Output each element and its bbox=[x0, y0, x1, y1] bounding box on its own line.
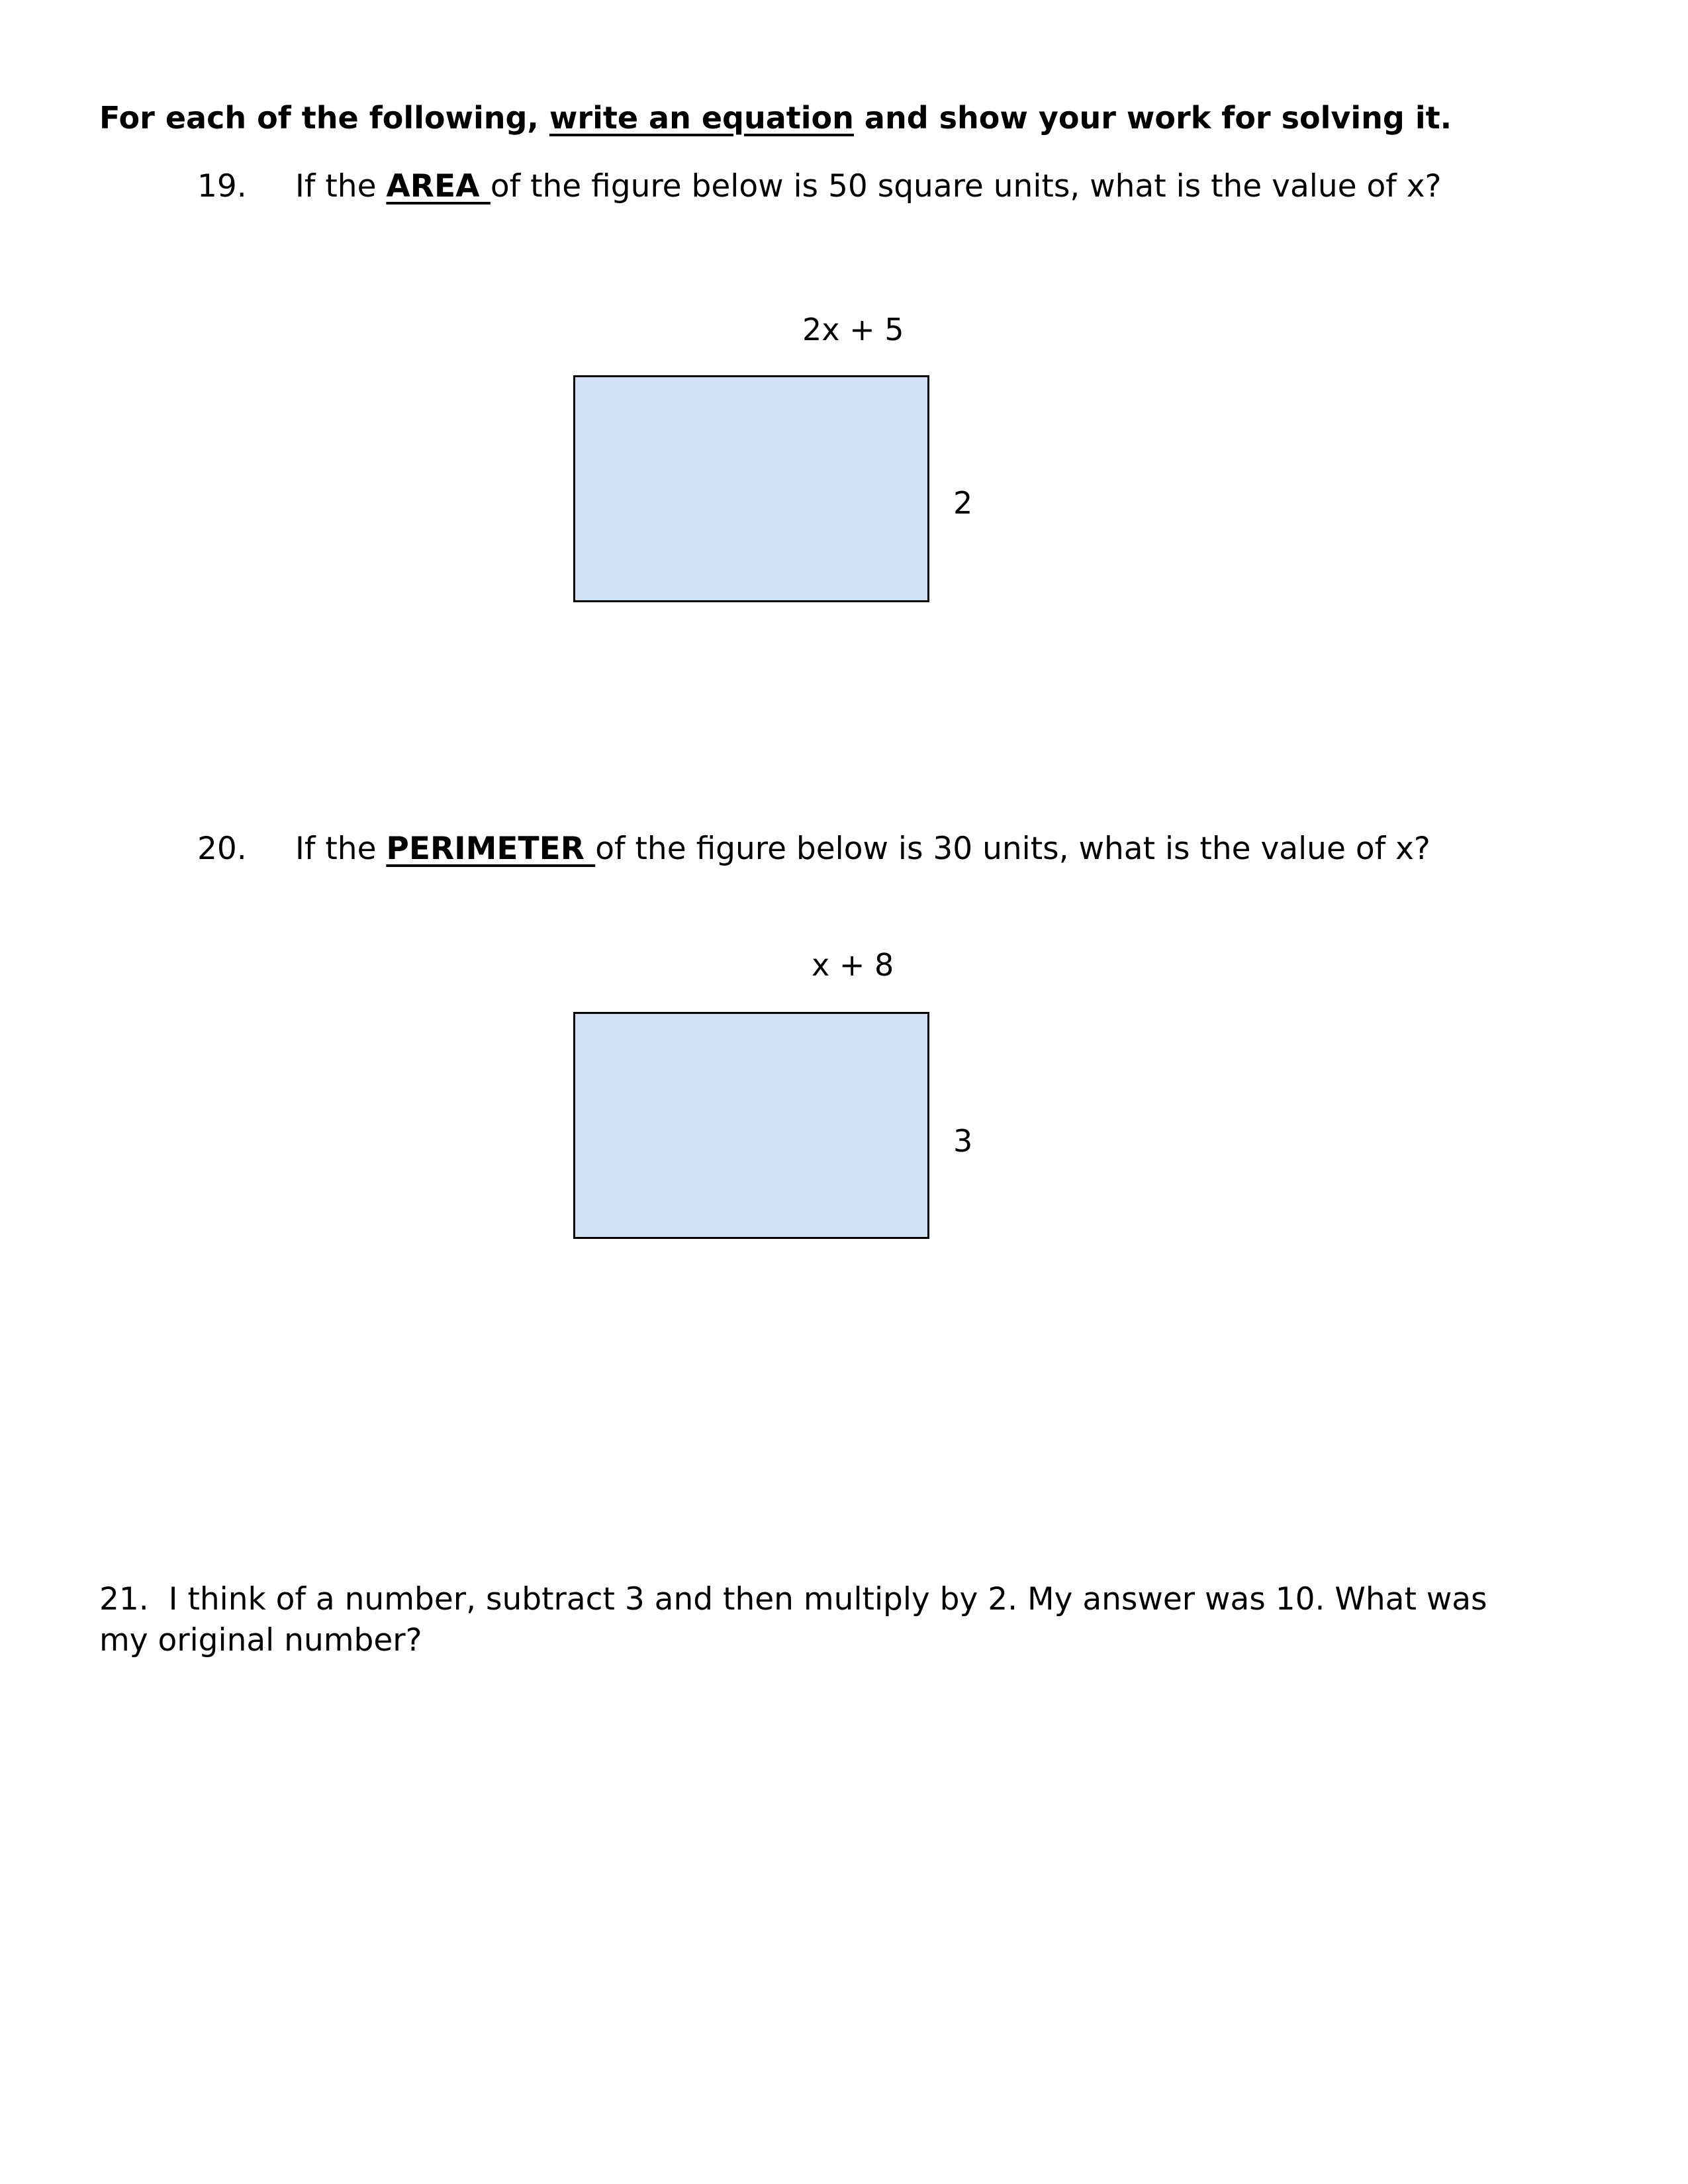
question-19-number: 19. bbox=[197, 168, 247, 205]
question-19-text bbox=[295, 165, 1441, 208]
instructions-prefix: For each of the following, bbox=[99, 100, 549, 136]
instructions bbox=[99, 97, 1452, 139]
figure-20-rectangle bbox=[573, 1012, 929, 1239]
question-20-text-before: If the bbox=[295, 831, 387, 867]
question-20-keyword: PERIMETER bbox=[386, 831, 596, 867]
question-20-text bbox=[295, 828, 1430, 870]
question-19-text-before: If the bbox=[295, 168, 387, 205]
instructions-suffix: and show your work for solving it. bbox=[853, 100, 1452, 136]
figure-20-top-label: x + 8 bbox=[812, 947, 894, 983]
question-21-text: I think of a number, subtract 3 and then multiply by 2. My answer was 10. What was my original number? bbox=[99, 1581, 1487, 1659]
figure-19-side-label: 2 bbox=[953, 485, 973, 521]
figure-20-side-label: 3 bbox=[953, 1123, 973, 1159]
question-20-number: 20. bbox=[197, 831, 247, 867]
question-21 bbox=[99, 1579, 1542, 1661]
question-21-number: 21. bbox=[99, 1581, 149, 1617]
figure-19-top-label: 2x + 5 bbox=[802, 312, 904, 347]
question-19-text-after: of the figure below is 50 square units, what is the value of x? bbox=[490, 168, 1442, 205]
figure-19-rectangle bbox=[573, 375, 929, 602]
instructions-underlined: write an equation bbox=[549, 100, 854, 136]
question-19-keyword: AREA bbox=[386, 168, 491, 205]
question-20-text-after: of the figure below is 30 units, what is the value of x? bbox=[595, 831, 1430, 867]
